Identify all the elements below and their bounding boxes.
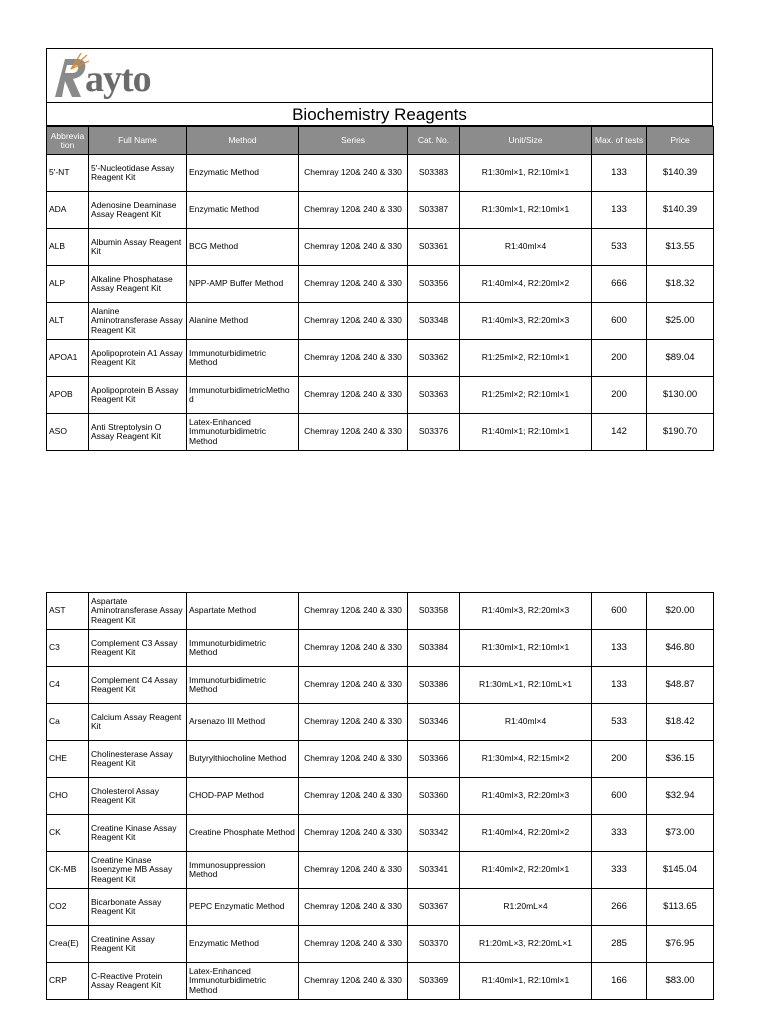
full-name-cell: Bicarbonate Assay Reagent Kit	[89, 889, 187, 926]
cat-no-cell: S03346	[408, 704, 460, 741]
max-tests-cell: 600	[592, 303, 647, 340]
table-row	[47, 667, 714, 704]
abbr-cell: ALP	[47, 266, 89, 303]
max-tests-cell: 200	[592, 340, 647, 377]
abbr-cell: CRP	[47, 963, 89, 1000]
method-cell: Alanine Method	[187, 303, 299, 340]
full-name-cell: C-Reactive Protein Assay Reagent Kit	[89, 963, 187, 1000]
abbr-cell: CK	[47, 815, 89, 852]
max-tests-cell: 133	[592, 630, 647, 667]
series-cell: Chemray 120& 240 & 330	[299, 303, 408, 340]
column-header: Series	[299, 127, 408, 155]
table-row	[47, 377, 714, 414]
column-header: Price	[647, 127, 714, 155]
unit-size-cell: R1:40ml×4, R2:20ml×2	[460, 815, 592, 852]
series-cell: Chemray 120& 240 & 330	[299, 593, 408, 630]
abbr-cell: ADA	[47, 192, 89, 229]
method-cell: BCG Method	[187, 229, 299, 266]
table-row	[47, 229, 714, 266]
max-tests-cell: 200	[592, 741, 647, 778]
cat-no-cell: S03383	[408, 155, 460, 192]
full-name-cell: Aspartate Aminotransferase Assay Reagent Kit	[89, 593, 187, 630]
cat-no-cell: S03386	[408, 667, 460, 704]
cat-no-cell: S03367	[408, 889, 460, 926]
full-name-cell: Alanine Aminotransferase Assay Reagent Kit	[89, 303, 187, 340]
max-tests-cell: 600	[592, 593, 647, 630]
max-tests-cell: 285	[592, 926, 647, 963]
unit-size-cell: R1:40ml×4	[460, 704, 592, 741]
cat-no-cell: S03363	[408, 377, 460, 414]
series-cell: Chemray 120& 240 & 330	[299, 667, 408, 704]
unit-size-cell: R1:20mL×3, R2:20mL×1	[460, 926, 592, 963]
cat-no-cell: S03361	[408, 229, 460, 266]
max-tests-cell: 333	[592, 815, 647, 852]
unit-size-cell: R1:40ml×1; R2:10ml×1	[460, 414, 592, 451]
abbr-cell: CHO	[47, 778, 89, 815]
price-cell: $18.32	[647, 266, 714, 303]
full-name-cell: 5'-Nucleotidase Assay Reagent Kit	[89, 155, 187, 192]
column-header: Full Name	[89, 127, 187, 155]
series-cell: Chemray 120& 240 & 330	[299, 852, 408, 889]
max-tests-cell: 666	[592, 266, 647, 303]
series-cell: Chemray 120& 240 & 330	[299, 741, 408, 778]
method-cell: NPP-AMP Buffer Method	[187, 266, 299, 303]
price-cell: $73.00	[647, 815, 714, 852]
full-name-cell: Apolipoprotein B Assay Reagent Kit	[89, 377, 187, 414]
table-row	[47, 593, 714, 630]
cat-no-cell: S03362	[408, 340, 460, 377]
cat-no-cell: S03366	[408, 741, 460, 778]
table-row	[47, 889, 714, 926]
series-cell: Chemray 120& 240 & 330	[299, 229, 408, 266]
cat-no-cell: S03384	[408, 630, 460, 667]
method-cell: Latex-Enhanced Immunoturbidimetric Method	[187, 963, 299, 1000]
unit-size-cell: R1:25ml×2, R2:10ml×1	[460, 340, 592, 377]
table-row	[47, 926, 714, 963]
unit-size-cell: R1:40ml×3, R2:20ml×3	[460, 778, 592, 815]
max-tests-cell: 142	[592, 414, 647, 451]
series-cell: Chemray 120& 240 & 330	[299, 155, 408, 192]
full-name-cell: Calcium Assay Reagent Kit	[89, 704, 187, 741]
price-cell: $46.80	[647, 630, 714, 667]
full-name-cell: Alkaline Phosphatase Assay Reagent Kit	[89, 266, 187, 303]
reagents-table-continued	[46, 592, 714, 1000]
method-cell: Immunoturbidimetric Method	[187, 667, 299, 704]
unit-size-cell: R1:40ml×2, R2:20ml×1	[460, 852, 592, 889]
cat-no-cell: S03369	[408, 963, 460, 1000]
table-row	[47, 192, 714, 229]
price-cell: $36.15	[647, 741, 714, 778]
price-cell: $48.87	[647, 667, 714, 704]
abbr-cell: ASO	[47, 414, 89, 451]
max-tests-cell: 133	[592, 192, 647, 229]
table-row	[47, 303, 714, 340]
cat-no-cell: S03360	[408, 778, 460, 815]
abbr-cell: Crea(E)	[47, 926, 89, 963]
max-tests-cell: 533	[592, 229, 647, 266]
method-cell: Aspartate Method	[187, 593, 299, 630]
abbr-cell: C4	[47, 667, 89, 704]
abbr-cell: 5'-NT	[47, 155, 89, 192]
cat-no-cell: S03358	[408, 593, 460, 630]
price-cell: $83.00	[647, 963, 714, 1000]
table-row	[47, 340, 714, 377]
table-row	[47, 852, 714, 889]
abbr-cell: CK-MB	[47, 852, 89, 889]
cat-no-cell: S03348	[408, 303, 460, 340]
max-tests-cell: 166	[592, 963, 647, 1000]
full-name-cell: Adenosine Deaminase Assay Reagent Kit	[89, 192, 187, 229]
price-cell: $32.94	[647, 778, 714, 815]
column-header: Unit/Size	[460, 127, 592, 155]
unit-size-cell: R1:30ml×1, R2:10ml×1	[460, 630, 592, 667]
table-row	[47, 815, 714, 852]
series-cell: Chemray 120& 240 & 330	[299, 192, 408, 229]
price-cell: $113.65	[647, 889, 714, 926]
series-cell: Chemray 120& 240 & 330	[299, 340, 408, 377]
cat-no-cell: S03356	[408, 266, 460, 303]
series-cell: Chemray 120& 240 & 330	[299, 414, 408, 451]
price-cell: $190.70	[647, 414, 714, 451]
method-cell: Arsenazo III Method	[187, 704, 299, 741]
column-header: Max. of tests	[592, 127, 647, 155]
full-name-cell: Anti Streptolysin O Assay Reagent Kit	[89, 414, 187, 451]
price-cell: $13.55	[647, 229, 714, 266]
column-header: Method	[187, 127, 299, 155]
cat-no-cell: S03370	[408, 926, 460, 963]
cat-no-cell: S03342	[408, 815, 460, 852]
max-tests-cell: 600	[592, 778, 647, 815]
price-sheet-page-1	[46, 48, 713, 451]
abbr-cell: CHE	[47, 741, 89, 778]
method-cell: Immunoturbidimetric Method	[187, 630, 299, 667]
abbr-cell: APOA1	[47, 340, 89, 377]
full-name-cell: Apolipoprotein A1 Assay Reagent Kit	[89, 340, 187, 377]
method-cell: Creatine Phosphate Method	[187, 815, 299, 852]
unit-size-cell: R1:30mL×1, R2:10mL×1	[460, 667, 592, 704]
full-name-cell: Creatine Kinase Isoenzyme MB Assay Reagent Kit	[89, 852, 187, 889]
unit-size-cell: R1:40ml×1, R2:10ml×1	[460, 963, 592, 1000]
unit-size-cell: R1:25ml×2; R2:10ml×1	[460, 377, 592, 414]
full-name-cell: Complement C4 Assay Reagent Kit	[89, 667, 187, 704]
method-cell: Immunosuppression Method	[187, 852, 299, 889]
abbr-cell: ALT	[47, 303, 89, 340]
max-tests-cell: 333	[592, 852, 647, 889]
full-name-cell: Cholinesterase Assay Reagent Kit	[89, 741, 187, 778]
table-row	[47, 778, 714, 815]
table-row	[47, 630, 714, 667]
abbr-cell: Ca	[47, 704, 89, 741]
table-row	[47, 963, 714, 1000]
price-cell: $140.39	[647, 155, 714, 192]
max-tests-cell: 133	[592, 155, 647, 192]
table-row	[47, 741, 714, 778]
logo-banner	[46, 48, 713, 102]
table-row	[47, 266, 714, 303]
series-cell: Chemray 120& 240 & 330	[299, 926, 408, 963]
unit-size-cell: R1:40ml×3, R2:20ml×3	[460, 303, 592, 340]
full-name-cell: Creatinine Assay Reagent Kit	[89, 926, 187, 963]
series-cell: Chemray 120& 240 & 330	[299, 630, 408, 667]
method-cell: Enzymatic Method	[187, 926, 299, 963]
abbr-cell: APOB	[47, 377, 89, 414]
price-cell: $140.39	[647, 192, 714, 229]
max-tests-cell: 533	[592, 704, 647, 741]
price-cell: $89.04	[647, 340, 714, 377]
unit-size-cell: R1:40ml×4, R2:20ml×2	[460, 266, 592, 303]
max-tests-cell: 200	[592, 377, 647, 414]
price-cell: $18.42	[647, 704, 714, 741]
method-cell: Immunoturbidimetric Method	[187, 340, 299, 377]
cat-no-cell: S03387	[408, 192, 460, 229]
table-row	[47, 155, 714, 192]
cat-no-cell: S03341	[408, 852, 460, 889]
series-cell: Chemray 120& 240 & 330	[299, 778, 408, 815]
full-name-cell: Complement C3 Assay Reagent Kit	[89, 630, 187, 667]
unit-size-cell: R1:30ml×1, R2:10ml×1	[460, 155, 592, 192]
abbr-cell: AST	[47, 593, 89, 630]
full-name-cell: Albumin Assay Reagent Kit	[89, 229, 187, 266]
abbr-cell: C3	[47, 630, 89, 667]
price-sheet-page-2	[46, 592, 713, 1000]
price-cell: $130.00	[647, 377, 714, 414]
price-cell: $145.04	[647, 852, 714, 889]
price-cell: $20.00	[647, 593, 714, 630]
cat-no-cell: S03376	[408, 414, 460, 451]
unit-size-cell: R1:30ml×1, R2:10ml×1	[460, 192, 592, 229]
reagents-table	[46, 126, 714, 451]
method-cell: Enzymatic Method	[187, 155, 299, 192]
column-header: Abbrevia tion	[47, 127, 89, 155]
method-cell: Butyrylthiocholine Method	[187, 741, 299, 778]
method-cell: Enzymatic Method	[187, 192, 299, 229]
unit-size-cell: R1:40ml×3, R2:20ml×3	[460, 593, 592, 630]
series-cell: Chemray 120& 240 & 330	[299, 963, 408, 1000]
series-cell: Chemray 120& 240 & 330	[299, 815, 408, 852]
unit-size-cell: R1:20mL×4	[460, 889, 592, 926]
series-cell: Chemray 120& 240 & 330	[299, 889, 408, 926]
column-header: Cat. No.	[408, 127, 460, 155]
max-tests-cell: 133	[592, 667, 647, 704]
full-name-cell: Cholesterol Assay Reagent Kit	[89, 778, 187, 815]
price-cell: $76.95	[647, 926, 714, 963]
method-cell: ImmunoturbidimetricMetho d	[187, 377, 299, 414]
method-cell: CHOD-PAP Method	[187, 778, 299, 815]
full-name-cell: Creatine Kinase Assay Reagent Kit	[89, 815, 187, 852]
unit-size-cell: R1:40ml×4	[460, 229, 592, 266]
table-header-row	[47, 127, 714, 155]
series-cell: Chemray 120& 240 & 330	[299, 377, 408, 414]
table-row	[47, 414, 714, 451]
page-title: Biochemistry Reagents	[46, 102, 713, 126]
max-tests-cell: 266	[592, 889, 647, 926]
abbr-cell: CO2	[47, 889, 89, 926]
abbr-cell: ALB	[47, 229, 89, 266]
table-row	[47, 704, 714, 741]
method-cell: PEPC Enzymatic Method	[187, 889, 299, 926]
price-cell: $25.00	[647, 303, 714, 340]
unit-size-cell: R1:30ml×4, R2:15ml×2	[460, 741, 592, 778]
method-cell: Latex-Enhanced Immunoturbidimetric Method	[187, 414, 299, 451]
series-cell: Chemray 120& 240 & 330	[299, 266, 408, 303]
series-cell: Chemray 120& 240 & 330	[299, 704, 408, 741]
logo-wordmark: ayto	[85, 58, 151, 100]
